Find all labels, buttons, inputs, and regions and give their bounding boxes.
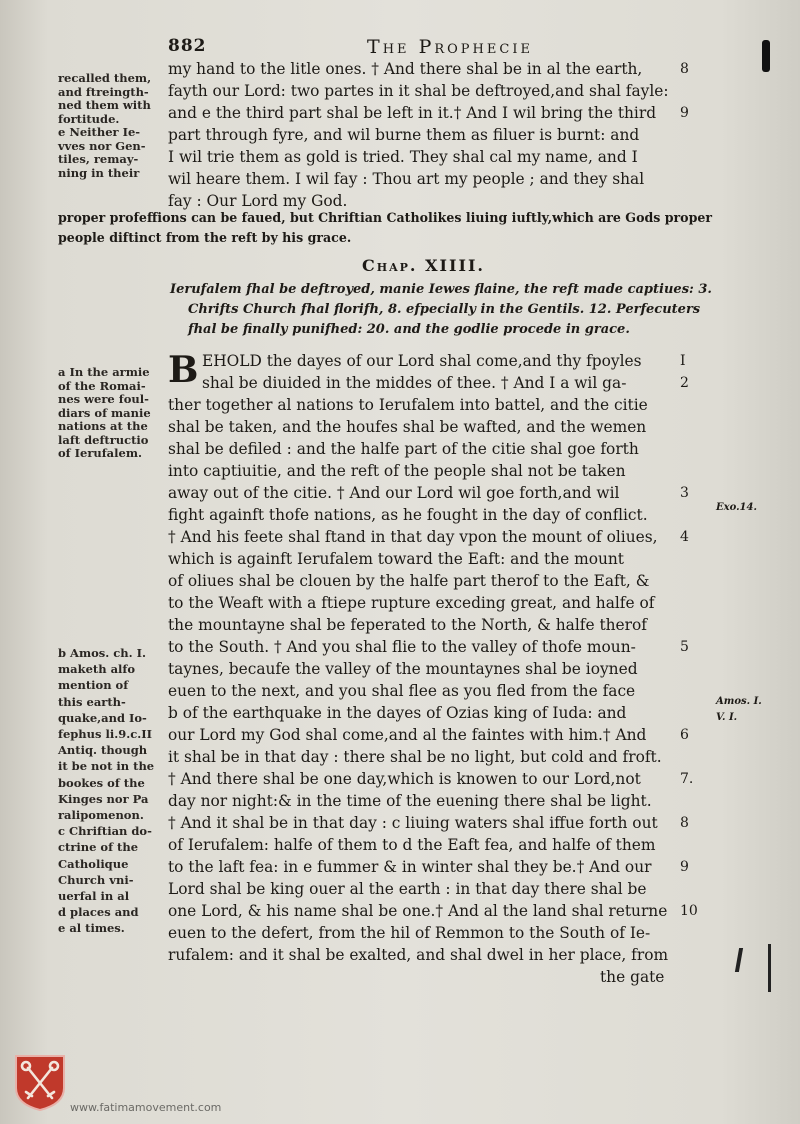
text-line <box>168 702 668 724</box>
running-title: The Prophecie <box>367 36 533 58</box>
line-text: EHOLD the dayes of our Lord shal come,and thy fpoyles <box>202 352 642 370</box>
line-text: to the Weaft with a ftiepe rupture exceding great, and halfe of <box>168 594 655 612</box>
summary-line: fhal be finally punifhed: 20. and the godlie procede in grace. <box>188 322 630 337</box>
line-text: fayth our Lord: two partes in it shal be deftroyed,and shal fayle: <box>168 82 669 100</box>
line-text: away out of the citie. † And our Lord wil goe forth,and wil <box>168 484 620 502</box>
text-line <box>168 58 689 80</box>
text-line <box>168 80 669 102</box>
line-text: fight againft thofe nations, as he fought in the day of conflict. <box>168 506 648 524</box>
line-text: into captiuitie, and the reft of the people shal not be taken <box>168 462 626 480</box>
text-line <box>168 504 668 526</box>
line-text: b of the earthquake in the dayes of Ozias king of Iuda: and <box>168 704 627 722</box>
text-line <box>168 372 689 394</box>
text-line <box>168 438 668 460</box>
verse-number: I <box>680 353 686 369</box>
text-line <box>168 922 668 944</box>
text-line <box>168 768 694 790</box>
verse-number: 9 <box>680 859 689 875</box>
text-line <box>168 168 669 190</box>
text-line <box>168 592 668 614</box>
line-text: rufalem: and it shal be exalted, and shal dwel in her place, from <box>168 946 669 964</box>
line-text: euen to the defert, from the hil of Remmon to the South of Ie- <box>168 924 651 942</box>
gloss-line: and ftreingth- <box>58 84 149 99</box>
gloss-line: laft deftructio <box>58 432 149 447</box>
cross-reference: V. I. <box>716 712 738 723</box>
text-line <box>168 124 669 146</box>
text-line <box>168 636 689 658</box>
margin-gloss-top <box>58 72 151 180</box>
text-line <box>168 416 668 438</box>
gloss-line: bookes of the <box>58 775 145 790</box>
ink-mark <box>762 40 770 72</box>
text-line <box>168 394 668 416</box>
verse-number: 2 <box>680 375 689 391</box>
papal-keys-logo-icon <box>14 1054 66 1112</box>
line-text: our Lord my God shal come,and al the faintes with him.† And <box>168 726 647 744</box>
line-text: taynes, becaufe the valley of the mountaynes shal be ioyned <box>168 660 638 678</box>
ink-mark <box>735 948 743 972</box>
gloss-line: mention of <box>58 678 129 693</box>
gloss-line: ralipomenon. <box>58 808 144 823</box>
line-text: wil heare them. I wil fay : Thou art my people ; and they shal <box>168 170 645 188</box>
gloss-line: maketh alfo <box>58 662 136 677</box>
cross-reference: Amos. I. <box>716 696 762 707</box>
line-text: of Ierufalem: halfe of them to d the Eaft fea, and halfe of them <box>168 836 656 854</box>
gloss-line: e al times. <box>58 921 125 936</box>
gloss-continuation-line: proper profeffions can be faued, but Chriftian Catholikes liuing iuftly,which are Gods proper <box>58 210 713 225</box>
verse-number: 3 <box>680 485 689 501</box>
text-line <box>168 102 689 124</box>
line-text: part through fyre, and wil burne them as filuer is burnt: and <box>168 126 640 144</box>
text-line <box>168 834 668 856</box>
line-text: of oliues shal be clouen by the halfe part therof to the Eaft, & <box>168 572 650 590</box>
text-block-chapter-14 <box>168 349 698 988</box>
chapter-summary <box>170 280 712 340</box>
catchword-line <box>168 966 668 988</box>
chapter-heading: Chap. XIIII. <box>362 256 485 275</box>
text-line <box>168 570 668 592</box>
gloss-line: Kinges nor Pa <box>58 791 149 806</box>
text-line <box>168 790 668 812</box>
line-text: shal be defiled : and the halfe part of the citie shal goe forth <box>168 440 639 458</box>
gloss-line: e Neither Ie- <box>58 125 141 139</box>
text-line <box>168 146 669 168</box>
line-text: fay : Our Lord my God. <box>168 192 348 210</box>
gloss-line: vves nor Gen- <box>58 138 146 153</box>
gloss-line: it be not in the <box>58 759 155 774</box>
drop-cap: B <box>168 349 199 391</box>
gloss-line: nations at the <box>58 419 148 433</box>
summary-line: Chrifts Church fhal florifh, 8. efpecially in the Gentils. 12. Perfecuters <box>188 302 701 317</box>
footer-url: www.fatimamovement.com <box>70 1101 222 1114</box>
gloss-line: c Chriftian do- <box>58 824 152 839</box>
text-line <box>168 658 668 680</box>
line-text: it shal be in that day : there shal be no light, but cold and froft. <box>168 748 662 766</box>
gloss-line: diars of manie <box>58 405 151 420</box>
line-text: the mountayne shal be feperated to the North, & halfe therof <box>168 616 647 634</box>
verse-number: 7. <box>680 771 694 787</box>
gloss-line: Antiq. though <box>58 743 148 758</box>
line-text: and e the third part shal be left in it.† And I wil bring the third <box>168 104 657 122</box>
text-block-verses-8-9 <box>168 58 689 212</box>
text-line <box>168 548 668 570</box>
verse-number: 8 <box>680 61 689 77</box>
gloss-line: of Ierufalem. <box>58 446 142 460</box>
line-text: shal be diuided in the middes of thee. † And I a wil ga- <box>202 374 627 392</box>
text-line <box>168 460 668 482</box>
gloss-line: of the Romai- <box>58 378 146 393</box>
gloss-line: ned them with <box>58 98 151 112</box>
gloss-line: Catholique <box>58 856 129 871</box>
gloss-continuation-line: people diftinct from the reft by his grace. <box>58 230 352 245</box>
line-text: shal be taken, and the houfes shal be wafted, and the wemen <box>168 418 647 436</box>
line-text: my hand to the litle ones. † And there shal be in al the earth, <box>168 60 643 78</box>
ink-mark <box>768 944 771 992</box>
gloss-line: uerfal in al <box>58 889 130 904</box>
catchword: the gate <box>600 968 665 986</box>
cross-reference: Exo.14. <box>716 502 757 513</box>
verse-number: 9 <box>680 105 689 121</box>
line-text: euen to the next, and you shal flee as you fled from the face <box>168 682 636 700</box>
margin-gloss-b <box>58 645 154 937</box>
line-text: Lord shal be king ouer al the earth : in that day there shal be <box>168 880 647 898</box>
margin-gloss-a <box>58 366 151 461</box>
running-header <box>0 36 800 60</box>
line-text: † And there shal be one day,which is knowen to our Lord,not <box>168 770 641 788</box>
line-text: † And his feete shal ftand in that day vpon the mount of oliues, <box>168 528 658 546</box>
gloss-line: ning in their <box>58 165 140 180</box>
line-text: which is againft Ierufalem toward the Eaft: and the mount <box>168 550 624 568</box>
line-text: to the laft fea: in e fummer & in winter shal they be.† And our <box>168 858 652 876</box>
text-line <box>168 724 689 746</box>
verse-number: 6 <box>680 727 689 743</box>
gloss-line: tiles, remay- <box>58 152 139 166</box>
verse-number: 8 <box>680 815 689 831</box>
gloss-line: fortitude. <box>58 111 120 126</box>
text-line <box>168 482 689 504</box>
gloss-line: quake,and Io- <box>58 710 147 725</box>
gloss-line: ctrine of the <box>58 840 139 855</box>
line-text: day nor night:& in the time of the euening there shal be light. <box>168 792 652 810</box>
text-line <box>168 878 668 900</box>
text-line <box>168 614 668 636</box>
summary-line: Ierufalem fhal be deftroyed, manie Iewes flaine, the reft made captiues: 3. <box>170 282 712 297</box>
gloss-line: d places and <box>58 905 139 920</box>
page-number: 882 <box>168 36 207 56</box>
gloss-line: recalled them, <box>58 71 152 85</box>
verse-number: 10 <box>680 903 698 919</box>
line-text: one Lord, & his name shal be one.† And al the land shal returne <box>168 902 668 920</box>
text-line <box>168 944 668 966</box>
line-text: ther together al nations to Ierufalem into battel, and the citie <box>168 396 648 414</box>
gloss-line: Church vni- <box>58 872 134 887</box>
gloss-line: fephus li.9.c.II <box>58 727 153 742</box>
text-line <box>168 856 689 878</box>
text-line <box>168 746 668 768</box>
gloss-line: a In the armie <box>58 365 150 379</box>
text-line <box>168 526 689 548</box>
text-line <box>168 680 668 702</box>
line-text: † And it shal be in that day : c liuing waters shal iffue forth out <box>168 814 658 832</box>
gloss-line: this earth- <box>58 694 126 709</box>
text-line <box>168 900 698 922</box>
line-text: I wil trie them as gold is tried. They shal cal my name, and I <box>168 148 638 166</box>
gloss-line: b Amos. ch. I. <box>58 646 147 660</box>
verse-number: 5 <box>680 639 689 655</box>
line-text: to the South. † And you shal flie to the valley of thofe moun- <box>168 638 636 656</box>
gloss-line: nes were foul- <box>58 392 149 406</box>
verse-number: 4 <box>680 529 689 545</box>
text-line <box>168 812 689 834</box>
